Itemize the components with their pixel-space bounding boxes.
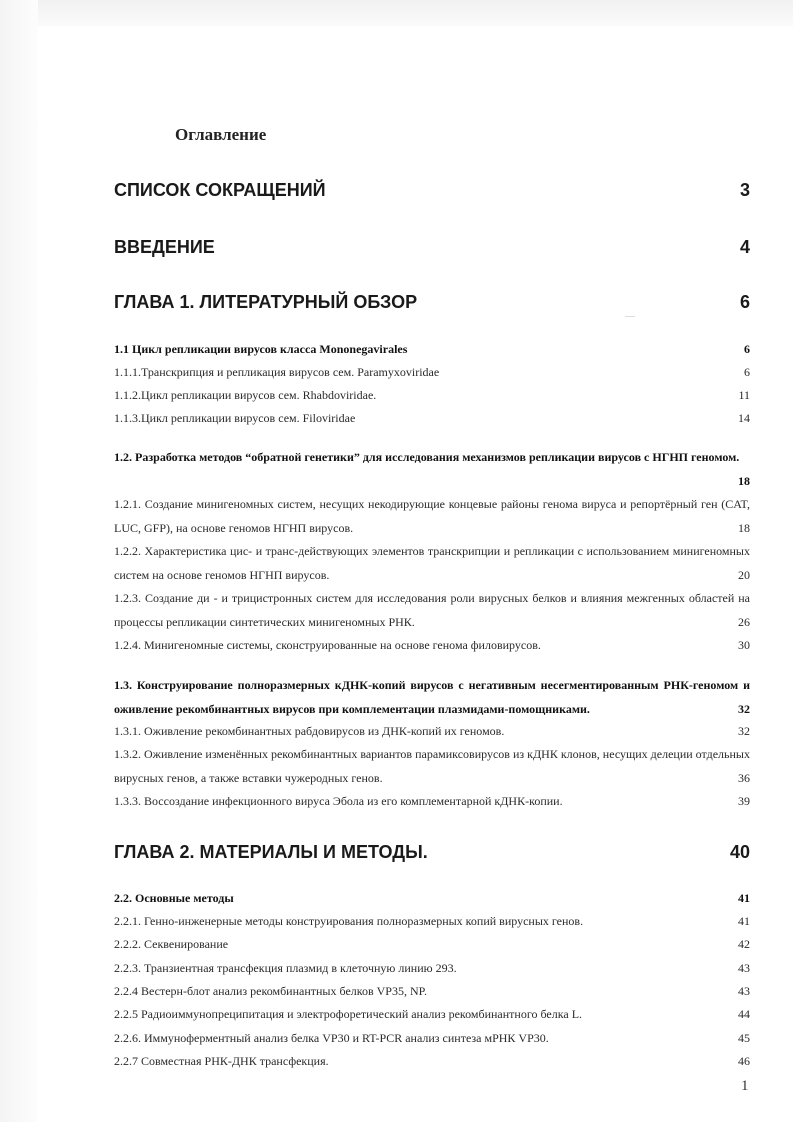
toc-major-chapter-1[interactable] xyxy=(114,292,750,318)
toc-entry-2-2-4[interactable] xyxy=(114,980,750,1004)
toc-entry-page: 42 xyxy=(738,937,750,951)
toc-entry-title: 2.2.6. Иммуноферментный анализ белка VP30 и RT-PCR анализ синтеза мРНК VP30. xyxy=(114,1031,549,1045)
toc-entry-page: 14 xyxy=(738,411,750,425)
toc-entry-title: 2.2.4 Вестерн-блот анализ рекомбинантных белков VP35, NP. xyxy=(114,984,427,998)
toc-major-page: 6 xyxy=(739,292,750,312)
toc-entry-title: 2.2.7 Совместная РНК-ДНК трансфекция. xyxy=(114,1054,329,1068)
scan-shadow-top xyxy=(0,0,793,26)
toc-entry-page: 36 xyxy=(738,770,750,785)
toc-entry-page: 20 xyxy=(738,567,750,582)
toc-entry-title: 1.2. Разработка методов “обратной генетики” для исследования механизмов репликации вирусов с НГНП геномом. xyxy=(114,450,740,464)
toc-entry-title: 1.3.2. Оживление изменённых рекомбинантных вариантов парамиксовирусов из кДНК клонов, несущих делеции отдельных вирусных генов, а также вставки чужеродных генов. xyxy=(114,747,750,785)
scan-shadow-left xyxy=(0,0,38,1122)
toc-title: Оглавление xyxy=(175,125,267,144)
toc-entry-page: 39 xyxy=(738,794,750,808)
toc-entry-page: 6 xyxy=(744,365,750,379)
toc-entry-1-1-2[interactable] xyxy=(114,384,750,408)
toc-entry-page: 18 xyxy=(738,473,750,488)
toc-entry-1-3-2[interactable] xyxy=(114,743,750,790)
toc-entry-title: 1.2.3. Создание ди - и трицистронных систем для исследования роли вирусных белков и влияния межгенных областей на процессы репликации синтетических минигеномных РНК. xyxy=(114,591,750,629)
toc-entry-title: 1.1.3.Цикл репликации вирусов сем. Filoviridae xyxy=(114,411,356,425)
toc-entry-2-2-2[interactable] xyxy=(114,933,750,957)
toc-entry-page: 18 xyxy=(738,520,750,535)
toc-entry-page: 32 xyxy=(738,724,750,738)
toc-entry-title: 1.1 Цикл репликации вирусов класса Mononegavirales xyxy=(114,342,408,356)
toc-major-title: ВВЕДЕНИЕ xyxy=(114,237,215,257)
toc-entry-1-2[interactable] xyxy=(114,446,750,493)
toc-entry-title: 2.2.5 Радиоиммунопреципитация и электрофоретический анализ рекомбинантного белка L. xyxy=(114,1007,583,1021)
toc-major-title: СПИСОК СОКРАЩЕНИЙ xyxy=(114,180,326,200)
toc-entry-title: 1.3.1. Оживление рекомбинантных рабдовирусов из ДНК-копий их геномов. xyxy=(114,724,505,738)
toc-entry-1-2-4[interactable] xyxy=(114,634,750,658)
toc-entry-title: 2.2.1. Генно-инженерные методы конструирования полноразмерных копий вирусных генов. xyxy=(114,914,584,928)
toc-entry-1-3-1[interactable] xyxy=(114,720,750,744)
toc-entry-2-2-7[interactable] xyxy=(114,1050,750,1074)
toc-major-chapter-2[interactable] xyxy=(114,842,750,868)
toc-entry-page: 43 xyxy=(738,984,750,998)
toc-entry-title: 1.1.1.Транскрипция и репликация вирусов сем. Paramyxoviridae xyxy=(114,365,440,379)
toc-entry-page: 6 xyxy=(744,342,750,356)
toc-entry-1-1[interactable] xyxy=(114,338,750,362)
toc-entry-1-2-2[interactable] xyxy=(114,540,750,587)
toc-major-page: 4 xyxy=(739,237,750,257)
toc-entry-2-2-5[interactable] xyxy=(114,1003,750,1027)
toc-entry-1-1-1[interactable] xyxy=(114,361,750,385)
toc-entry-title: 1.3. Конструирование полноразмерных кДНК-копий вирусов с негативным несегментированным РНК-геномом и оживление рекомбинантных вирусов при комплементации плазмидами-помощниками. xyxy=(114,678,750,716)
toc-major-title: ГЛАВА 1. ЛИТЕРАТУРНЫЙ ОБЗОР xyxy=(114,292,418,312)
toc-entry-page: 30 xyxy=(738,638,750,652)
toc-entry-title: 1.2.2. Характеристика цис- и транс-действующих элементов транскрипции и репликации с использованием минигеномных систем на основе геномов НГНП вирусов. xyxy=(114,544,750,582)
toc-entry-title: 2.2.2. Секвенирование xyxy=(114,937,229,951)
toc-entry-page: 45 xyxy=(738,1031,750,1045)
toc-entry-2-2-6[interactable] xyxy=(114,1027,750,1051)
toc-entry-1-2-3[interactable] xyxy=(114,587,750,634)
toc-entry-2-2[interactable] xyxy=(114,887,750,911)
toc-entry-page: 41 xyxy=(738,914,750,928)
toc-entry-1-2-1[interactable] xyxy=(114,493,750,540)
scan-speck xyxy=(625,316,635,317)
toc-major-page: 3 xyxy=(739,180,750,200)
toc-entry-page: 26 xyxy=(738,614,750,629)
toc-major-introduction[interactable] xyxy=(114,237,750,263)
toc-major-page: 40 xyxy=(729,842,750,862)
toc-entry-page: 41 xyxy=(738,891,750,905)
toc-entry-title: 2.2. Основные методы xyxy=(114,891,234,905)
toc-entry-1-3[interactable] xyxy=(114,674,750,721)
toc-major-title: ГЛАВА 2. МАТЕРИАЛЫ И МЕТОДЫ. xyxy=(114,842,428,862)
page-number: 1 xyxy=(741,1078,749,1094)
toc-entry-page: 44 xyxy=(738,1007,750,1021)
toc-entry-page: 11 xyxy=(738,388,750,402)
toc-entry-1-3-3[interactable] xyxy=(114,790,750,814)
toc-entry-page: 43 xyxy=(738,961,750,975)
toc-entry-1-1-3[interactable] xyxy=(114,407,750,431)
toc-entry-page: 46 xyxy=(738,1054,750,1068)
toc-entry-2-2-1[interactable] xyxy=(114,910,750,934)
toc-entry-2-2-3[interactable] xyxy=(114,957,750,981)
toc-entry-title: 1.3.3. Воссоздание инфекционного вируса Эбола из его комплементарной кДНК-копии. xyxy=(114,794,563,808)
toc-major-abbreviations[interactable] xyxy=(114,180,750,206)
toc-entry-title: 2.2.3. Транзиентная трансфекция плазмид в клеточную линию 293. xyxy=(114,961,457,975)
toc-entry-page: 32 xyxy=(738,701,750,716)
toc-entry-title: 1.2.4. Минигеномные системы, сконструированные на основе генома филовирусов. xyxy=(114,638,541,652)
toc-entry-title: 1.2.1. Создание минигеномных систем, несущих некодирующие концевые районы генома вируса и репортёрный ген (CAT, LUC, GFP), на основе геномов НГНП вирусов. xyxy=(114,497,750,535)
toc-entry-title: 1.1.2.Цикл репликации вирусов сем. Rhabdoviridae. xyxy=(114,388,377,402)
